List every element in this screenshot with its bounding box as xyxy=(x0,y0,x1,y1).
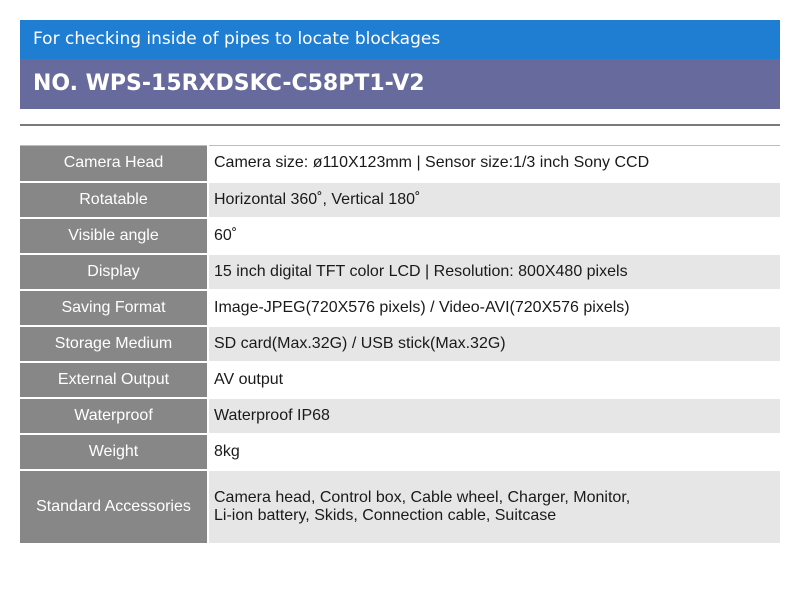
spec-value: Horizontal 360˚, Vertical 180˚ xyxy=(208,182,780,218)
spec-label: Visible angle xyxy=(20,218,208,254)
spec-label: Storage Medium xyxy=(20,326,208,362)
subtitle-text: For checking inside of pipes to locate blockages xyxy=(33,29,441,49)
spec-label: Rotatable xyxy=(20,182,208,218)
spec-label: Weight xyxy=(20,434,208,470)
model-number-text: NO. WPS-15RXDSKC-C58PT1-V2 xyxy=(33,71,425,96)
subtitle-banner xyxy=(20,20,780,59)
spec-value: Image-JPEG(720X576 pixels) / Video-AVI(720X576 pixels) xyxy=(208,290,780,326)
spec-label: Standard Accessories xyxy=(20,470,208,543)
spec-value-line: Camera head, Control box, Cable wheel, Charger, Monitor, xyxy=(214,488,631,506)
spec-row-visible-angle xyxy=(20,218,780,254)
divider-rule xyxy=(20,124,780,126)
spec-row-standard-accessories xyxy=(20,470,780,543)
spec-value: SD card(Max.32G) / USB stick(Max.32G) xyxy=(208,326,780,362)
spec-value: Camera size: ø110X123mm | Sensor size:1/3 inch Sony CCD xyxy=(208,146,780,182)
spec-row-waterproof xyxy=(20,398,780,434)
spec-row-external-output xyxy=(20,362,780,398)
spec-table xyxy=(20,145,780,543)
spec-value xyxy=(208,470,780,543)
spec-row-camera-head xyxy=(20,146,780,182)
spec-value-line: Li-ion battery, Skids, Connection cable, Suitcase xyxy=(214,506,557,524)
spec-value: AV output xyxy=(208,362,780,398)
spec-label: Saving Format xyxy=(20,290,208,326)
spec-row-rotatable xyxy=(20,182,780,218)
spec-value: Waterproof IP68 xyxy=(208,398,780,434)
spec-value: 60˚ xyxy=(208,218,780,254)
spec-label: Camera Head xyxy=(20,146,208,182)
spec-value: 8kg xyxy=(208,434,780,470)
model-number-banner xyxy=(20,59,780,109)
spec-row-storage-medium xyxy=(20,326,780,362)
spec-row-weight xyxy=(20,434,780,470)
spec-value: 15 inch digital TFT color LCD | Resolution: 800X480 pixels xyxy=(208,254,780,290)
spec-label: External Output xyxy=(20,362,208,398)
spec-label: Display xyxy=(20,254,208,290)
spec-label: Waterproof xyxy=(20,398,208,434)
spec-row-saving-format xyxy=(20,290,780,326)
spec-row-display xyxy=(20,254,780,290)
